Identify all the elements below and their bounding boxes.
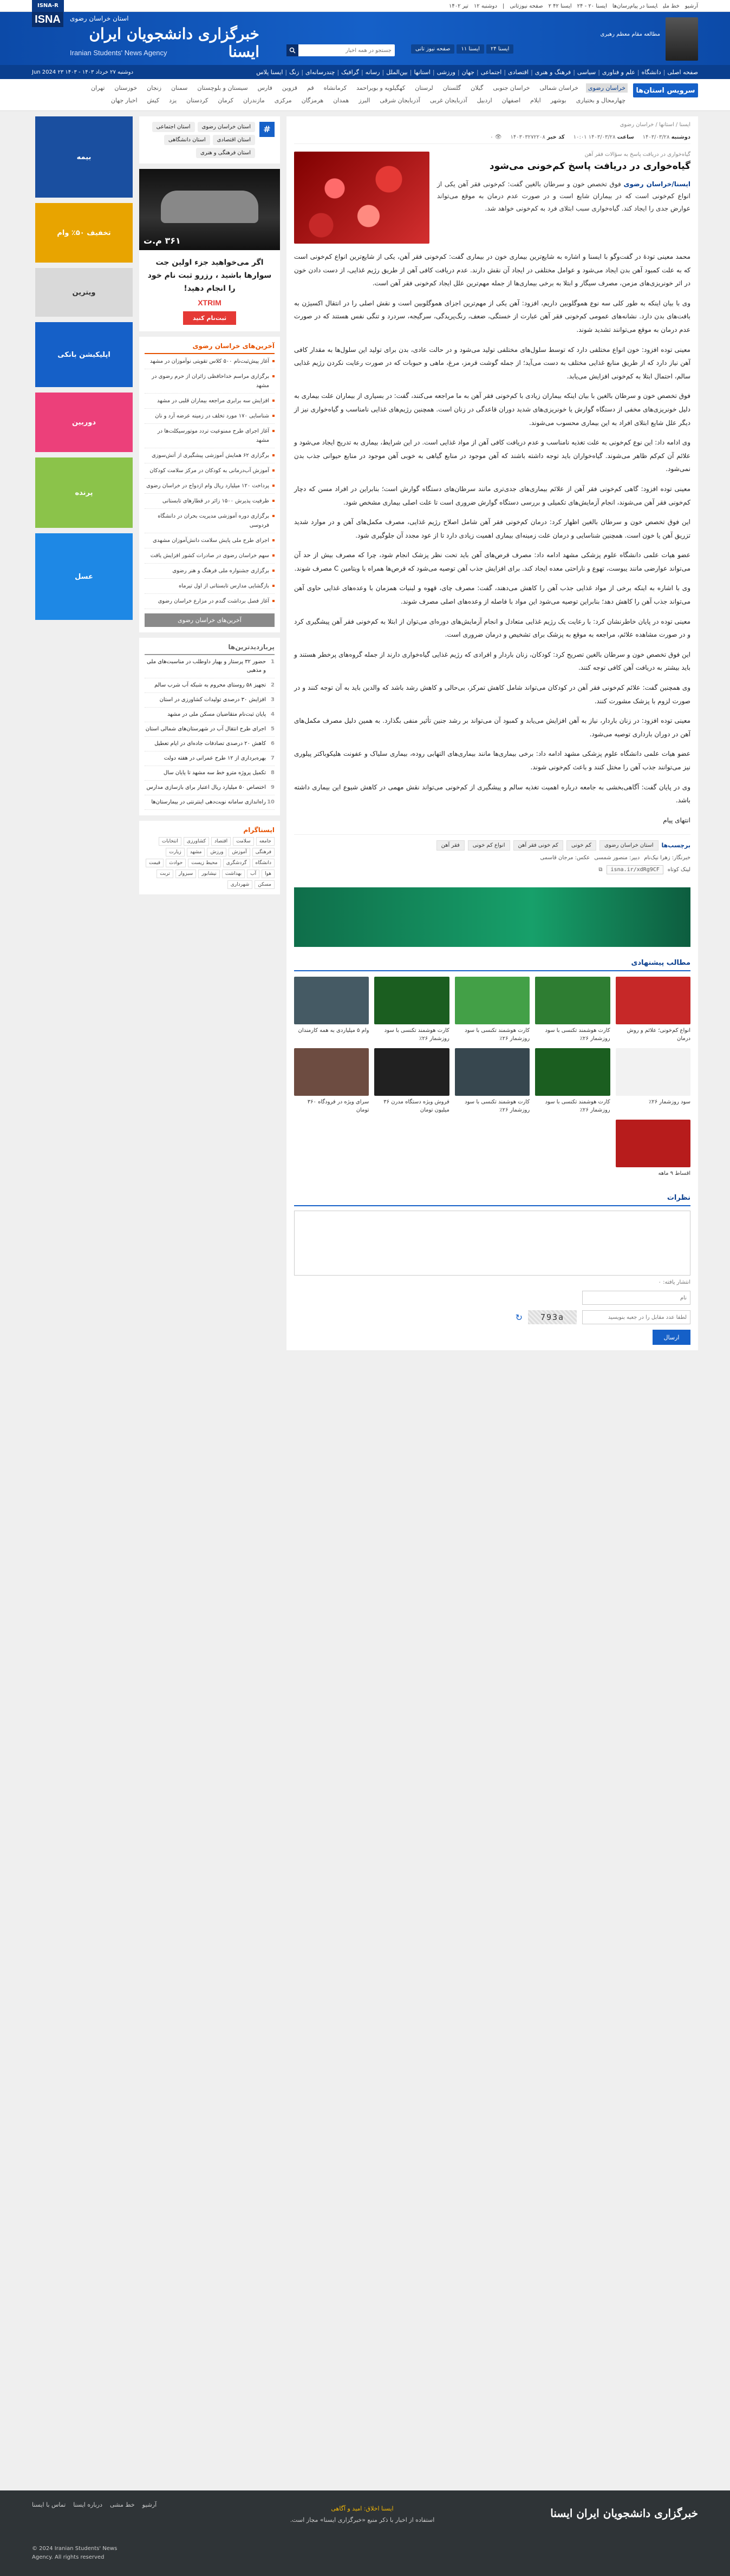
xtrim-register-button[interactable]: ثبت‌نام کنید — [183, 311, 236, 325]
province-link[interactable]: قم — [307, 84, 314, 91]
side-ad-banner[interactable]: عسل — [35, 533, 133, 620]
cloud-tag[interactable]: اقتصاد — [211, 837, 231, 846]
logo-area[interactable] — [32, 12, 259, 65]
suggestion-card[interactable] — [455, 977, 530, 1043]
tag-link[interactable]: فقر آهن — [436, 840, 465, 851]
latest-news-box — [139, 337, 280, 632]
most-viewed-item[interactable]: کاهش ۲۰ درصدی تصادفات جاده‌ای در ایام تعطیل — [145, 737, 275, 751]
tags-row — [294, 834, 690, 851]
suggestion-thumbnail — [535, 1048, 610, 1096]
tags-label: برچسب‌ها — [661, 842, 690, 849]
article-paragraph: عضو هیات علمی دانشگاه علوم پزشکی مشهد ادامه داد: مصرف قرص‌های آهن باید تحت نظر پزشک انجام شود، چرا که مصرف بیش از حد آن می‌تواند عوارضی مانند یبوست، تهوع و ناراحتی معده ایجاد کند. برای افزایش جذب آهن توصیه می‌شود که قرص‌ها همراه با ویتامین C مصرف شوند. — [294, 551, 690, 572]
suggestion-card[interactable] — [616, 1048, 690, 1114]
article-paragraph: این فوق تخصص خون و سرطان بالغین اظهار کرد: درمان کم‌خونی فقر آهن شامل اصلاح رژیم غذایی، مصرف مکمل‌های آهن و در موارد شدید تزریق آهن یا خون است. همچنین شناسایی و درمان علت زمینه‌ای بیماری اهمیت زیادی دارد تا از عود مجدد آن جلوگیری شود. — [294, 518, 690, 539]
article-paragraph: محمد معینی تودهٔ در گفت‌وگو با ایسنا و اشاره به شایع‌ترین بیماری خون در بیماری گفت: کم‌خونی فقر آهن، یکی از شایع‌ترین انواع کم‌خونی است که به علت کمبود آهن بدن ایجاد می‌شود و عوامل مختلفی در ایجاد آن نقش دارند. عدم دریافت کافی آهن از طریق رژیم غذایی، از دست دادن خون در اثر خونریزی‌های مزمن، مصرف سیگار و ابتلا به برخی بیماری‌ها از جمله مهم‌ترین علل ایجاد کم‌خونی فقر آهن است. — [294, 253, 690, 287]
suggestion-caption: کارت هوشمند تکنسی با سود روزشمار ۲۶٪ — [545, 1099, 610, 1114]
refresh-captcha-icon[interactable]: ↻ — [515, 1312, 523, 1323]
latest-item[interactable]: آموزش آب‌درمانی به کودکان در مرکز سلامت کودکان — [145, 463, 275, 479]
suggestion-caption: کارت هوشمند تکنسی با سود روزشمار ۲۶٪ — [545, 1028, 610, 1042]
nav-separator: | — [457, 68, 460, 76]
nav-separator: | — [285, 68, 288, 76]
header-tabs — [411, 44, 513, 54]
nav-item[interactable]: ورزشی — [436, 68, 455, 76]
tag-link[interactable]: کم خونی — [566, 840, 596, 851]
captcha-field[interactable] — [582, 1310, 690, 1324]
footer-link[interactable]: تماس با ایسنا — [32, 2501, 66, 2508]
hash-icon: # — [259, 122, 275, 137]
nav-item[interactable]: دانشگاه — [641, 68, 661, 76]
suggestion-card[interactable] — [535, 977, 610, 1043]
cloud-tag[interactable]: بهداشت — [222, 869, 245, 878]
nav-separator: | — [382, 68, 384, 76]
province-link[interactable]: آذربایجان شرقی — [380, 97, 420, 104]
nav-separator: | — [432, 68, 435, 76]
nav-separator: | — [531, 68, 533, 76]
search-button[interactable] — [286, 44, 298, 56]
most-viewed-item[interactable]: اختصاص ۵۰ میلیارد ریال اعتبار برای بازسازی مدارس — [145, 781, 275, 795]
latest-item[interactable]: اجرای طرح ملی پایش سلامت دانش‌آموزان مشهدی — [145, 533, 275, 548]
province-link[interactable]: گیلان — [471, 84, 484, 91]
article-paragraph: وی در پایان گفت: آگاهی‌بخشی به جامعه درباره اهمیت تغذیه سالم و پیشگیری از کم‌خونی می‌تواند نقش مهمی در کاهش شیوع این بیماری داشته باشد. — [294, 783, 690, 805]
header-tab[interactable]: ایسنا ۲۴ — [486, 44, 513, 54]
meta-id: کد خبر ۱۴۰۳۰۳۲۷۲۲۰۸ — [510, 134, 565, 140]
suggestion-caption: سود روزشمار ۲۶٪ — [648, 1099, 690, 1106]
cloud-tag[interactable]: زیارت — [166, 848, 184, 857]
cloud-tag[interactable]: سلامت — [233, 837, 254, 846]
province-link[interactable]: مازندران — [243, 97, 265, 104]
short-link[interactable]: isna.ir/xdRg9CF — [607, 865, 663, 874]
search-icon — [289, 47, 296, 54]
cloud-tag[interactable]: مسکن — [255, 880, 275, 889]
most-viewed-item[interactable]: بهره‌برداری از ۱۲ طرح عمرانی در هفته دولت — [145, 751, 275, 766]
province-link[interactable]: خوزستان — [114, 84, 138, 91]
reporter-credit: دبیر: منصور شمسی — [594, 855, 640, 861]
suggestion-caption: اقساط ۹ ماهه — [658, 1171, 690, 1177]
name-field[interactable] — [582, 1291, 690, 1305]
latest-more-button[interactable]: آخرین‌های خراسان رضوی — [145, 613, 275, 627]
latest-item[interactable]: آغاز فصل برداشت گندم در مزارع خراسان رضوی — [145, 594, 275, 609]
nav-item[interactable]: ایسنا پلاس — [256, 68, 283, 76]
suggestion-card[interactable] — [374, 1048, 449, 1114]
header-search-box — [286, 44, 395, 56]
province-link[interactable]: کرمان — [218, 97, 233, 104]
article-meta — [294, 131, 690, 144]
province-link[interactable]: لرستان — [415, 84, 433, 91]
logo-title: خبرگزاری دانشجویان ایران ایسنا — [89, 25, 259, 61]
province-link[interactable]: قزوین — [282, 84, 297, 91]
top-link[interactable]: ایسنا در پیام‌رسان‌ها — [612, 3, 658, 9]
suggestion-thumbnail — [294, 1048, 369, 1096]
latest-item[interactable]: افزایش سه برابری مراجعه بیماران قلبی در مشهد — [145, 394, 275, 409]
logo-region: استان خراسان رضوی — [70, 15, 129, 22]
nav-item[interactable]: اقتصادی — [508, 68, 529, 76]
leader-block — [557, 15, 698, 62]
tagcloud-title: ایسناگرام — [243, 826, 275, 834]
submit-comment-button[interactable]: ارسال — [653, 1330, 690, 1345]
most-viewed-item[interactable]: اجرای طرح انتقال آب در شهرستان‌های شمالی استان — [145, 722, 275, 737]
top-utility-bar — [0, 0, 730, 12]
main-nav — [0, 65, 730, 79]
top-link[interactable]: تیر ۱۴۰۲ — [448, 3, 468, 9]
footer-links — [32, 2501, 157, 2508]
article-lead: ایسنا/خراسان رضوی فوق تخصص خون و سرطان بالغین گفت: کم‌خونی فقر آهن یکی از انواع کم‌خونی است که در بیماران شایع است و در صورت عدم درمان به موقع می‌تواند عوارض جدی را ایجاد کند. گیاه‌خواری سبب ابتلای فرد به کم‌خونی خواهد شد. — [437, 180, 690, 213]
top-link[interactable]: صفحه نیوز‌تانی — [510, 3, 543, 9]
province-link[interactable]: کردستان — [186, 97, 208, 104]
car-ad[interactable] — [139, 169, 280, 250]
reporters-row — [294, 855, 690, 861]
short-link-row: لینک کوتاه isna.ir/xdRg9CF ⧉ — [294, 865, 690, 874]
article-paragraph: وی ادامه داد: این نوع کم‌خونی به علت تغذیه نامناسب و عدم دریافت کافی آهن از مواد غذایی است. در این شرایط، بیماری به تدریج ایجاد می‌شود و علائم آن کم‌کم ظاهر می‌شوند. گیاه‌خواران باید توجه داشته باشند که آهن موجود در منابع گیاهی به خوبی آهن موجود در منابع حیوانی جذب بدن نمی‌شود. — [294, 439, 690, 473]
hashtag-box — [139, 116, 280, 164]
xtrim-brand: XTRIM — [198, 298, 221, 308]
green-banner-ad[interactable] — [294, 887, 690, 947]
tag-link[interactable]: کم خونی فقر آهن — [513, 840, 563, 851]
breadcrumb[interactable]: ایسنا / استانها / خراسان رضوی — [620, 122, 690, 128]
copy-icon[interactable]: ⧉ — [598, 867, 603, 873]
province-link[interactable]: یزد — [169, 97, 177, 104]
reporter-credit: خبرنگار: زهرا نیک‌نام — [644, 855, 690, 861]
province-link[interactable]: کرمانشاه — [323, 84, 347, 91]
provinces-bar — [0, 79, 730, 111]
most-viewed-item[interactable]: افزایش ۳۰ درصدی تولیدات کشاورزی در استان — [145, 693, 275, 708]
suggestion-thumbnail — [374, 977, 449, 1024]
province-link[interactable]: ایلام — [530, 97, 541, 104]
suggestion-caption: وام ۵ میلیاردی به همه کارمندان — [298, 1028, 369, 1034]
cloud-tag[interactable]: شهرداری — [227, 880, 253, 889]
article-paragraph: معینی توده افزود: خون انواع مختلفی دارد که توسط سلول‌های مختلفی تولید می‌شود و در حالت عادی، بدن برای تولید این سلول‌ها به مقدار کافی آهن نیاز دارد که از طریق منابع غذایی مختلف به دست می‌آید؛ از جمله گوشت قرمز، مرغ، ماهی و حبوبات که در صورت رعایت نکردن رژیم غذایی سالم، احتمال ابتلا به کم‌خونی افزایش می‌یابد. — [294, 345, 690, 380]
header-tab[interactable]: ایسنا ۱۱ — [457, 44, 484, 54]
suggestion-card[interactable] — [294, 1048, 369, 1114]
top-link[interactable]: آرشیو — [685, 3, 698, 9]
suggestion-thumbnail — [616, 1120, 690, 1167]
province-link[interactable]: خراسان شمالی — [539, 84, 578, 91]
suggestion-thumbnail — [616, 1048, 690, 1096]
article-head — [294, 152, 690, 244]
side-ad-banner[interactable]: بیمه — [35, 116, 133, 198]
province-link[interactable]: خراسان رضوی — [586, 83, 628, 93]
footer-logo[interactable]: خبرگزاری دانشجویان ایران ایسنا — [550, 2507, 698, 2520]
province-link[interactable]: گلستان — [442, 84, 461, 91]
tag-cloud — [145, 837, 275, 889]
cloud-tag[interactable]: کشاورزی — [184, 837, 209, 846]
suggestion-thumbnail — [455, 977, 530, 1024]
nav-separator: | — [573, 68, 575, 76]
nav-item[interactable]: سیاسی — [577, 68, 596, 76]
hashtag-pill[interactable]: استان اقتصادی — [213, 135, 255, 145]
suggestion-thumbnail — [455, 1048, 530, 1096]
cloud-tag[interactable]: آب — [247, 869, 259, 878]
top-link[interactable]: | — [502, 3, 505, 9]
nav-item[interactable]: زنگ — [289, 68, 299, 76]
most-viewed-item[interactable]: پایان ثبت‌نام متقاضیان مسکن ملی در مشهد — [145, 708, 275, 722]
province-link[interactable]: اردبیل — [477, 97, 492, 104]
footer-note: ایسنا اخلاق: امید و آگاهی استفاده از اخبار با ذکر منبع «خبرگزاری ایسنا» مجاز است. — [290, 2505, 435, 2523]
suggestion-caption: کارت هوشمند تکنسی با سود روزشمار ۲۶٪ — [465, 1099, 530, 1114]
side-ad-banner[interactable]: دوربین — [35, 393, 133, 452]
latest-item[interactable]: برگزاری ۶۲ همایش آموزشی پیشگیری از آتش‌سوزی — [145, 448, 275, 463]
nav-item[interactable]: صفحه اصلی — [667, 68, 698, 76]
nav-separator: | — [361, 68, 363, 76]
article-paragraph: وی با بیان اینکه به طور کلی سه نوع هموگلوبین داریم، افزود: آهن یکی از مهم‌ترین اجزای هموگلوبین است و نقش اصلی را در انتقال اکسیژن به بافت‌های بدن دارد. نشانه‌های عمومی کم‌خونی فقر آهن عبارت از خستگی، ضعف، رنگ‌پریدگی، سرگیجه، سردرد و تنگی نفس هستند که در صورت عدم درمان به موقع می‌توانند تشدید شوند. — [294, 299, 690, 334]
latest-item[interactable]: شناسایی ۱۷۰ مورد تخلف در زمینه عرضه آرد و نان — [145, 409, 275, 424]
cloud-tag[interactable]: هوا — [262, 869, 275, 878]
latest-item[interactable]: سهم خراسان رضوی در صادرات کشور افزایش یافت — [145, 548, 275, 564]
xtrim-ad[interactable] — [139, 250, 280, 331]
cloud-tag[interactable]: مشهد — [187, 848, 205, 857]
tag-link[interactable]: انواع کم خونی — [468, 840, 510, 851]
nav-item[interactable]: گرافیک — [341, 68, 359, 76]
meta-views: 👁 ۰ — [490, 134, 502, 140]
article-paragraph: فوق تخصص خون و سرطان بالغین با بیان اینکه بیماران زیادی با کم‌خونی فقر آهن به ما مراجعه می‌کنند، گفت: در بسیاری از بیماران علت بیماری به دلیل خونریزی‌های مخفی از دستگاه گوارش یا خونریزی‌های شدید دوران قاعدگی در زنان است. همچنین رژیم‌های غذایی نامناسب و گیاه‌خواری نیز از دیگر علل شایع ابتلای افراد به این بیماری محسوب می‌شوند. — [294, 392, 690, 427]
top-link[interactable]: ایسنا ۴۲ ۲ — [548, 3, 572, 9]
suggestion-thumbnail — [616, 977, 690, 1024]
ads-column — [35, 116, 133, 1350]
province-link[interactable]: کیش — [147, 97, 160, 104]
suggestion-caption: فروش ویژه دستگاه مدرن ۳۶ میلیون تومان — [383, 1099, 449, 1114]
cloud-tag[interactable]: ورزش — [207, 848, 226, 857]
hashtag-pill[interactable]: استان اجتماعی — [152, 122, 195, 132]
site-footer — [0, 2490, 730, 2576]
search-input[interactable] — [298, 48, 395, 54]
nav-separator: | — [337, 68, 340, 76]
article-paragraph: این فوق تخصص خون و سرطان بالغین تصریح کرد: کودکان، زنان باردار و افرادی که رژیم غذایی گیاه‌خواری دارند از جمله گروه‌های پرخطر هستند و باید بیشتر به دریافت آهن کافی توجه کنند. — [294, 650, 690, 672]
isna-region-badge[interactable]: ISNA-R — [32, 0, 64, 12]
province-link[interactable]: آذربایجان غربی — [429, 97, 467, 104]
comment-section — [294, 1194, 690, 1345]
nav-item[interactable]: بین‌الملل — [386, 68, 408, 76]
suggestion-card[interactable] — [535, 1048, 610, 1114]
latest-item[interactable]: برگزاری مراسم خداحافظی زائران از حرم رضوی در مشهد — [145, 369, 275, 394]
province-link[interactable]: سیستان و بلوچستان — [197, 84, 248, 91]
suggestion-caption: کارت هوشمند تکنسی با سود روزشمار ۲۶٪ — [384, 1028, 449, 1042]
cloud-tag[interactable]: قیمت — [146, 859, 164, 867]
tag-link[interactable]: استان خراسان رضوی — [599, 840, 658, 851]
xtrim-question: اگر می‌خواهید جزء اولین جت سوارها باشید ، رزرو ثبت نام خود را انجام دهید! — [147, 258, 272, 293]
tagcloud-box — [139, 821, 280, 894]
footer-copyright: © 2024 Iranian Students' News Agency. All rights reserved — [32, 2546, 118, 2560]
province-link[interactable]: فارس — [257, 84, 272, 91]
most-viewed-item[interactable]: راه‌اندازی سامانه نوبت‌دهی اینترنتی در بیمارستان‌ها — [145, 795, 275, 810]
suggestion-card[interactable] — [616, 977, 690, 1043]
cloud-tag[interactable]: حوادث — [166, 859, 186, 867]
nav-item[interactable]: جهان — [461, 68, 474, 76]
article-title: گیاه‌خواری در دریافت پاسخ کم‌خونی می‌شود — [489, 161, 690, 172]
nav-separator: | — [504, 68, 506, 76]
suggestion-caption: انواع کم‌خونی؛ علائم و روش درمان — [627, 1028, 690, 1042]
province-link[interactable]: همدان — [333, 97, 349, 104]
most-viewed-box — [139, 638, 280, 815]
province-link[interactable]: چهارمحال و بختیاری — [576, 97, 625, 104]
cloud-tag[interactable]: دانشگاه — [252, 859, 275, 867]
side-ad-banner[interactable]: ویترین — [35, 268, 133, 317]
cloud-tag[interactable]: گردشگری — [223, 859, 250, 867]
latest-list — [145, 354, 275, 609]
article-paragraph: معینی توده افزود: گاهی کم‌خونی فقر آهن از علائم بیماری‌های جدی‌تری مانند سرطان‌های دستگاه گوارش است؛ بنابراین در افراد مسن که دچار کم‌خونی فقر آهن می‌شوند، انجام آزمایش‌های تکمیلی و بررسی دستگاه گوارش ضروری است تا علت اصلی بیماری مشخص شود. — [294, 485, 690, 506]
side-column — [139, 116, 280, 1350]
nav-item[interactable]: استانها — [414, 68, 431, 76]
latest-item[interactable]: پرداخت ۱۲۰ میلیارد ریال وام ازدواج در خراسان رضوی — [145, 479, 275, 494]
suggestions-title: مطالب پیشنهادی — [294, 959, 690, 971]
latest-item[interactable]: برگزاری دوره آموزشی مدیریت بحران در دانشگاه فردوسی — [145, 509, 275, 533]
latest-item[interactable]: برگزاری جشنواره ملی فرهنگ و هنر رضوی — [145, 564, 275, 579]
nav-item[interactable]: علم و فناوری — [602, 68, 635, 76]
province-link[interactable]: مرکزی — [274, 97, 292, 104]
article-paragraph: وی همچنین گفت: علائم کم‌خونی فقر آهن در کودکان می‌تواند شامل کاهش تمرکز، بی‌حالی و کاهش رشد باشد که والدین باید به آن توجه کنند و در صورت لزوم با پزشک مشورت کنند. — [294, 684, 690, 705]
provinces-label: سرویس استان‌ها — [633, 83, 698, 97]
leader-caption[interactable]: مطالعه مقام معظم رهبری — [600, 31, 660, 37]
suggestion-thumbnail — [535, 977, 610, 1024]
hashtag-pill[interactable]: استان دانشگاهی — [164, 135, 210, 145]
suggestion-caption: سرای ویژه در فرودگاه ۳۶۰ تومان — [307, 1099, 369, 1114]
meta-date: دوشنبه ۱۴۰۳/۰۳/۲۸ — [642, 134, 690, 140]
cloud-tag[interactable]: محیط زیست — [188, 859, 220, 867]
comments-title: نظرات — [294, 1194, 690, 1206]
latest-item[interactable]: آغاز اجرای طرح ممنوعیت تردد موتورسیکلت‌ها در مشهد — [145, 424, 275, 448]
cloud-tag[interactable]: سبزوار — [175, 869, 196, 878]
nav-separator: | — [598, 68, 600, 76]
main-nav-items — [254, 69, 698, 76]
suggestion-card[interactable] — [455, 1048, 530, 1114]
most-viewed-item[interactable]: حضور ۳۲ پرستار و بهیار داوطلب در مناسبت‌های ملی و مذهبی — [145, 655, 275, 678]
footer-link[interactable]: درباره ایسنا — [73, 2501, 103, 2508]
article-paragraph: وی با اشاره به اینکه برخی از مواد غذایی جذب آهن را کاهش می‌دهند، گفت: مصرف چای، قهوه و لبنیات همزمان با وعده‌های غذایی حاوی آهن می‌تواند جذب آهن را کاهش دهد؛ بنابراین توصیه می‌شود این مواد با فاصله از وعده‌های اصلی مصرف شوند. — [294, 584, 690, 606]
provinces-list — [32, 83, 633, 105]
article-column — [286, 116, 698, 1350]
captcha-image: 793a — [528, 1310, 577, 1324]
site-header — [0, 12, 730, 65]
most-viewed-list — [145, 655, 275, 810]
side-ad-banner[interactable]: اپلیکیشن بانکی — [35, 322, 133, 387]
car-price: ۳۶۱ م.ت — [144, 236, 181, 246]
province-link[interactable]: کهگیلویه و بویراحمد — [356, 84, 406, 91]
suggestion-card[interactable] — [616, 1120, 690, 1178]
nav-item[interactable]: چندرسانه‌ای — [305, 68, 335, 76]
header-tab[interactable]: صفحه نیوز تانی — [411, 44, 454, 54]
suggestion-thumbnail — [294, 977, 369, 1024]
latest-item[interactable]: بازگشایی مدارس تابستانی از اول تیرماه — [145, 579, 275, 594]
article-body — [294, 250, 690, 827]
province-link[interactable]: هرمزگان — [301, 97, 324, 104]
nav-item[interactable]: رسانه — [365, 68, 380, 76]
article-image — [294, 152, 429, 244]
latest-title: آخرین‌های خراسان رضوی — [145, 342, 275, 354]
isna-logo[interactable]: ISNA — [32, 12, 63, 27]
footer-link[interactable]: خط مشی — [110, 2501, 135, 2508]
article-paragraph: انتهای پیام — [663, 816, 690, 824]
suggestion-thumbnail — [374, 1048, 449, 1096]
nav-separator: | — [301, 68, 304, 76]
nav-separator: | — [637, 68, 640, 76]
province-link[interactable]: بوشهر — [550, 97, 566, 104]
reporter-credit: عکس: مرجان قاسمی — [540, 855, 590, 861]
province-link[interactable]: البرز — [359, 97, 370, 104]
province-link[interactable]: سمنان — [171, 84, 188, 91]
suggestion-caption: کارت هوشمند تکنسی با سود روزشمار ۲۶٪ — [465, 1028, 530, 1042]
cloud-tag[interactable]: فرهنگی — [252, 848, 275, 857]
comment-textarea[interactable] — [294, 1211, 690, 1276]
cloud-tag[interactable]: آموزش — [229, 848, 250, 857]
hashtag-pill[interactable]: استان خراسان رضوی — [198, 122, 255, 132]
cloud-tag[interactable]: تربت — [157, 869, 173, 878]
nav-separator: | — [476, 68, 479, 76]
province-link[interactable]: زنجان — [147, 84, 162, 91]
top-link[interactable]: خط ملی — [663, 3, 680, 9]
nav-item[interactable]: اجتماعی — [480, 68, 502, 76]
cloud-tag[interactable]: جامعه — [256, 837, 275, 846]
cloud-tag[interactable]: انتخابات — [159, 837, 181, 846]
article-paragraph: عضو هیات علمی دانشگاه علوم پزشکی مشهد ادامه داد: برخی بیماری‌ها مانند بیماری‌های التهابی روده، بیماری سلیاک و عفونت هلیکوباکتر پیلوری نیز می‌توانند جذب آهن را مختل کنند و باعث کم‌خونی شوند. — [294, 750, 690, 771]
article-paragraph: معینی توده افزود: در زنان باردار، نیاز به آهن افزایش می‌یابد و کمبود آن می‌تواند بر رشد جنین تأثیر منفی بگذارد. به همین دلیل مصرف مکمل‌های آهن در دوران بارداری توصیه می‌شود. — [294, 717, 690, 738]
nav-item[interactable]: فرهنگ و هنری — [535, 68, 571, 76]
top-link[interactable]: دوشنبه ۱۲ — [473, 3, 497, 9]
province-link[interactable]: خراسان جنوبی — [493, 84, 530, 91]
leader-photo — [666, 17, 698, 61]
most-viewed-item[interactable]: تکمیل پروژه مترو خط سه مشهد تا پایان سال — [145, 766, 275, 781]
hashtag-pills — [145, 122, 255, 158]
side-ad-banner[interactable]: پرنده — [35, 457, 133, 528]
suggestion-card[interactable] — [294, 977, 369, 1043]
hashtag-pill[interactable]: استان فرهنگی و هنری — [196, 148, 255, 158]
most-viewed-title: پربازدیدترین‌ها — [145, 643, 275, 655]
province-link[interactable]: اخبار جهان — [110, 97, 138, 104]
top-link[interactable]: ایسنا ۲۰ - ۲۴ — [577, 3, 607, 9]
nav-separator: | — [409, 68, 412, 76]
province-link[interactable]: تهران — [91, 84, 105, 91]
side-ad-banner[interactable]: تخفیف ۵۰٪ وام — [35, 203, 133, 263]
latest-item[interactable]: ظرفیت پذیرش ۱۵۰۰ زائر در قطارهای تابستانی — [145, 494, 275, 509]
nav-separator: | — [663, 68, 666, 76]
nav-date: دوشنبه ۲۷ خرداد ۱۴۰۳ - ۱۴۰۳ ۲۳ Jun 2024 — [32, 69, 134, 75]
province-link[interactable]: اصفهان — [501, 97, 521, 104]
most-viewed-item[interactable]: تجهیز ۵۸ روستای محروم به شبکه آب شرب سالم — [145, 678, 275, 693]
suggestions-grid — [294, 977, 690, 1178]
car-image — [161, 191, 258, 223]
footer-link[interactable]: آرشیو — [142, 2501, 157, 2508]
article-paragraph: معینی توده در پایان خاطرنشان کرد: با رعایت یک رژیم غذایی متعادل و انجام آزمایش‌های دوره‌ای می‌توان از ابتلا به کم‌خونی فقر آهن پیشگیری کرد و در صورت مشاهده علائم، مراجعه به موقع به پزشک برای تشخیص و درمان ضروری است. — [294, 617, 690, 639]
comment-hint: انتشار یافته: ۰ — [658, 1279, 690, 1286]
suggestion-card[interactable] — [374, 977, 449, 1043]
meta-time: ساعت ۱۴۰۳/۰۳/۲۸ ۱۰:۰۱ — [573, 134, 634, 140]
latest-item[interactable]: آغاز پیش‌ثبت‌نام ۵۰۰ کلاس تقویتی نوآموزان در مشهد — [145, 354, 275, 369]
cloud-tag[interactable]: نیشابور — [198, 869, 220, 878]
logo-subtitle: Iranian Students' News Agency — [70, 49, 167, 57]
article-kicker: گیاه‌خواری در دریافت پاسخ به سؤالات فقر آهن — [584, 152, 690, 158]
top-links — [444, 3, 698, 9]
